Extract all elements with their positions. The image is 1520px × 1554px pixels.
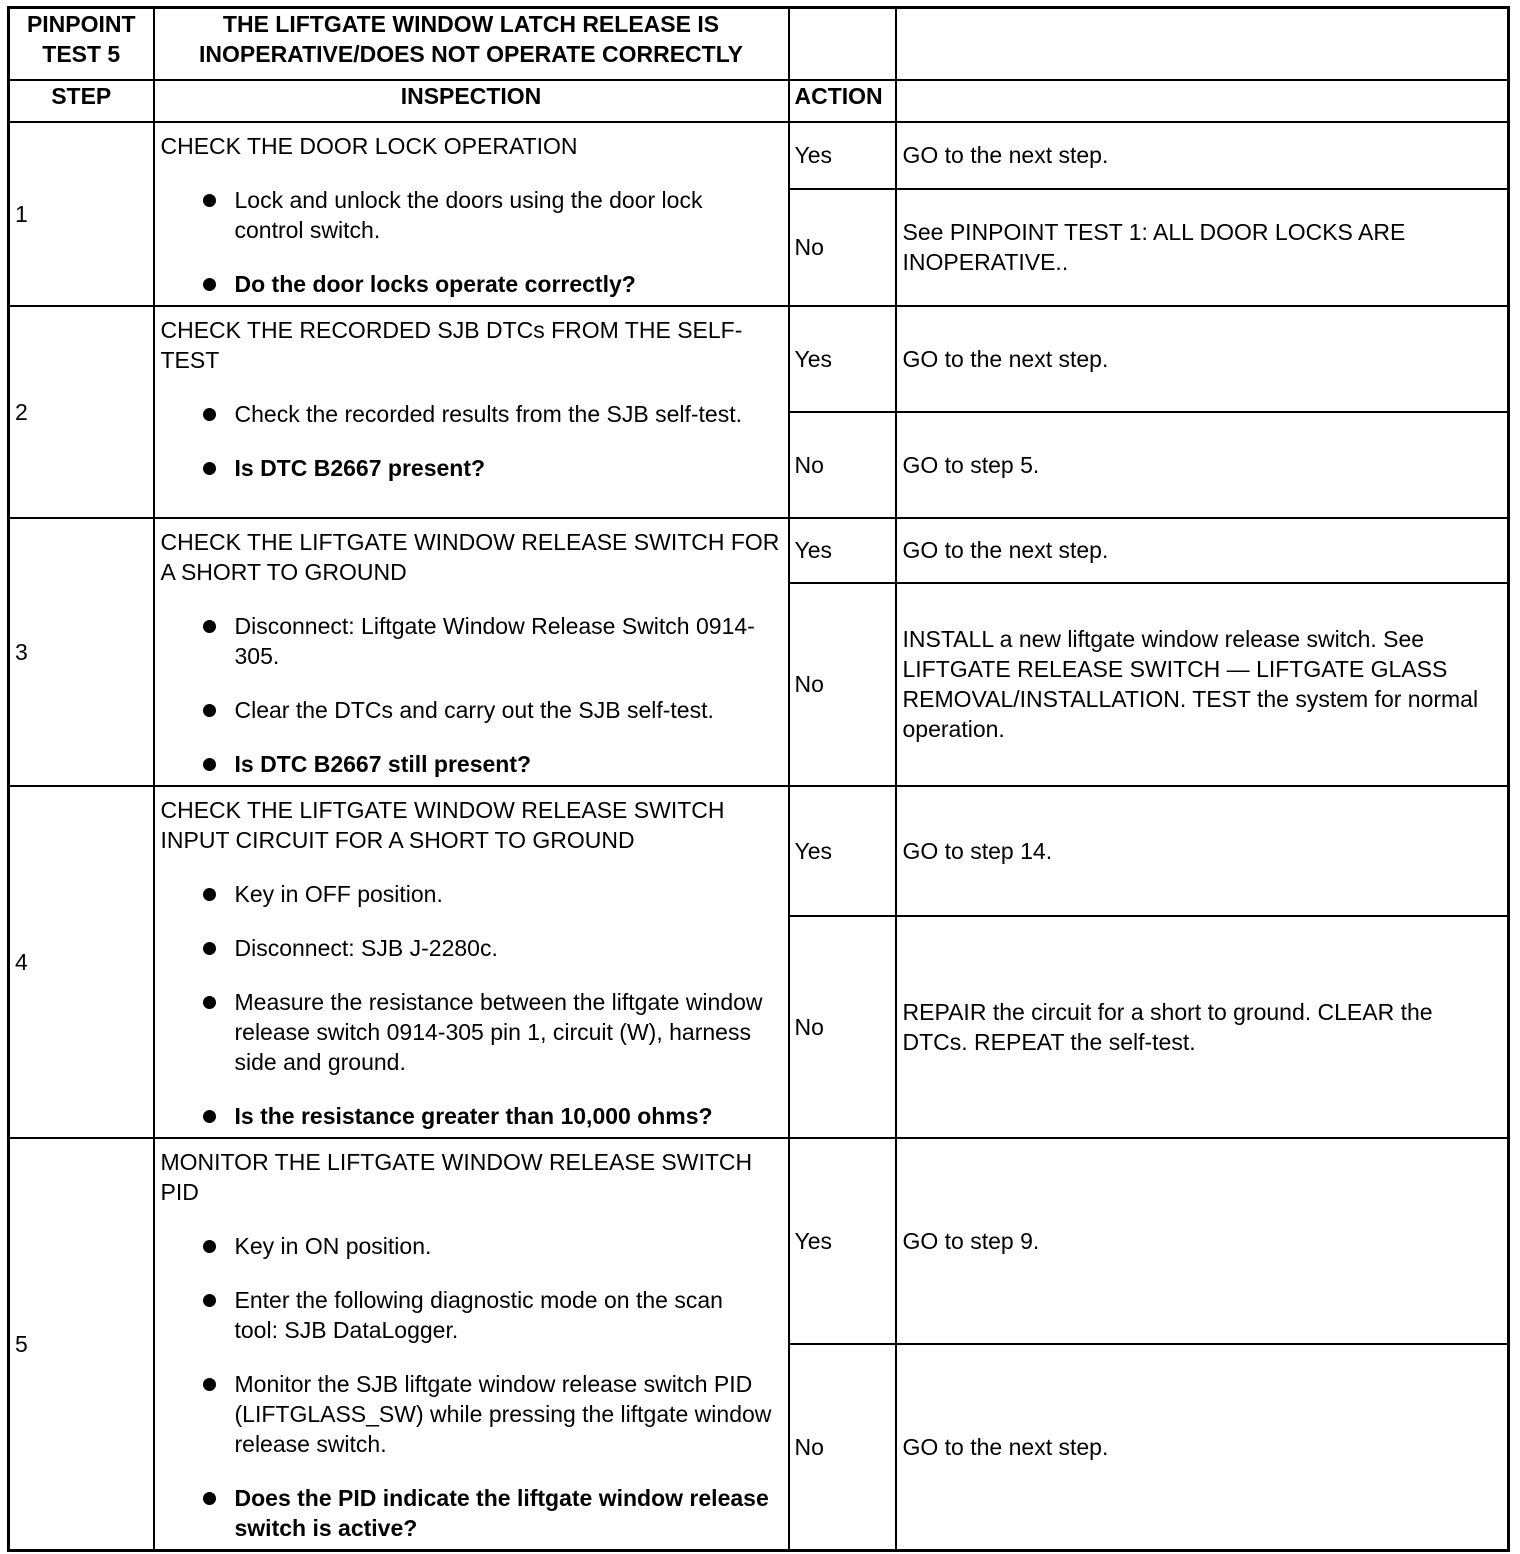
step-number: 4 xyxy=(9,786,154,1138)
bullet-item: Disconnect: SJB J-2280c. xyxy=(161,933,782,963)
step-1-yes-row xyxy=(9,122,1509,190)
bullet-item: Key in ON position. xyxy=(161,1231,782,1261)
bullet-item: Check the recorded results from the SJB self-test. xyxy=(161,399,782,429)
no-label: No xyxy=(789,583,896,786)
no-result: INSTALL a new liftgate window release switch. See LIFTGATE RELEASE SWITCH — LIFTGATE GLASS REMOVAL/INSTALLATION. TEST the system for normal operation. xyxy=(896,583,1509,786)
no-result: GO to the next step. xyxy=(896,1344,1509,1550)
step-title: CHECK THE RECORDED SJB DTCs FROM THE SELF-TEST xyxy=(160,316,743,373)
no-label: No xyxy=(789,189,896,305)
bullet-item: Monitor the SJB liftgate window release switch PID (LIFTGLASS_SW) while pressing the liftgate window release switch. xyxy=(161,1369,782,1459)
yes-label: Yes xyxy=(789,306,896,412)
bullet-icon xyxy=(203,1110,216,1123)
step-5-yes-row xyxy=(9,1138,1509,1344)
yes-label: Yes xyxy=(789,786,896,916)
bullet-icon xyxy=(203,1240,216,1253)
step-2-yes-row xyxy=(9,306,1509,412)
yes-result: GO to the next step. xyxy=(896,122,1509,190)
bullet-icon xyxy=(203,1294,216,1307)
bullet-icon xyxy=(203,942,216,955)
test-title: THE LIFTGATE WINDOW LATCH RELEASE IS INOPERATIVE/DOES NOT OPERATE CORRECTLY xyxy=(154,8,789,80)
column-header-row xyxy=(9,80,1509,122)
bullet-icon xyxy=(203,462,216,475)
col-inspection-header: INSPECTION xyxy=(154,80,789,122)
bullet-item: Enter the following diagnostic mode on the scan tool: SJB DataLogger. xyxy=(161,1285,782,1345)
yes-result: GO to the next step. xyxy=(896,518,1509,583)
bullet-item: Lock and unlock the doors using the door lock control switch. xyxy=(161,185,782,245)
bullet-icon xyxy=(203,704,216,717)
step-title: MONITOR THE LIFTGATE WINDOW RELEASE SWITCH PID xyxy=(160,1148,753,1205)
no-result: REPAIR the circuit for a short to ground. CLEAR the DTCs. REPEAT the self-test. xyxy=(896,916,1509,1138)
bullet-icon xyxy=(203,1378,216,1391)
step-title: CHECK THE DOOR LOCK OPERATION xyxy=(160,132,578,159)
yes-result: GO to the next step. xyxy=(896,306,1509,412)
bullet-item: Clear the DTCs and carry out the SJB self-test. xyxy=(161,695,782,725)
yes-result: GO to step 14. xyxy=(896,786,1509,916)
step-3-yes-row xyxy=(9,518,1509,583)
bullet-icon xyxy=(203,194,216,207)
step-title: CHECK THE LIFTGATE WINDOW RELEASE SWITCH INPUT CIRCUIT FOR A SHORT TO GROUND xyxy=(160,796,725,853)
step-inspection xyxy=(154,518,789,786)
step-number: 5 xyxy=(9,1138,154,1551)
yes-label: Yes xyxy=(789,1138,896,1344)
bullet-icon xyxy=(203,278,216,291)
step-title: CHECK THE LIFTGATE WINDOW RELEASE SWITCH FOR A SHORT TO GROUND xyxy=(160,528,780,585)
yes-label: Yes xyxy=(789,518,896,583)
no-label: No xyxy=(789,916,896,1138)
step-inspection xyxy=(154,786,789,1138)
step-inspection xyxy=(154,122,789,306)
step-4-yes-row xyxy=(9,786,1509,916)
bullet-question: Is the resistance greater than 10,000 ohms? xyxy=(161,1101,782,1131)
bullet-icon xyxy=(203,996,216,1009)
step-number: 2 xyxy=(9,306,154,518)
no-label: No xyxy=(789,1344,896,1550)
bullet-icon xyxy=(203,408,216,421)
no-result: GO to step 5. xyxy=(896,412,1509,518)
bullet-item: Disconnect: Liftgate Window Release Switch 0914-305. xyxy=(161,611,782,671)
bullet-icon xyxy=(203,888,216,901)
step-number: 3 xyxy=(9,518,154,786)
col-step-header: STEP xyxy=(9,80,154,122)
bullet-question: Is DTC B2667 still present? xyxy=(161,749,782,779)
pinpoint-test-table xyxy=(7,6,1510,1552)
bullet-question: Do the door locks operate correctly? xyxy=(161,269,782,299)
yes-result: GO to step 9. xyxy=(896,1138,1509,1344)
step-inspection xyxy=(154,1138,789,1551)
bullet-icon xyxy=(203,758,216,771)
yes-label: Yes xyxy=(789,122,896,190)
bullet-icon xyxy=(203,1492,216,1505)
step-number: 1 xyxy=(9,122,154,306)
bullet-item: Key in OFF position. xyxy=(161,879,782,909)
bullet-question: Does the PID indicate the liftgate window release switch is active? xyxy=(161,1483,782,1543)
pinpoint-label: PINPOINT TEST 5 xyxy=(9,8,154,80)
bullet-icon xyxy=(203,620,216,633)
title-row xyxy=(9,8,1509,80)
step-inspection xyxy=(154,306,789,518)
bullet-question: Is DTC B2667 present? xyxy=(161,453,782,483)
col-action-header: ACTION xyxy=(789,80,896,122)
bullet-item: Measure the resistance between the liftgate window release switch 0914-305 pin 1, circuit (W), harness side and ground. xyxy=(161,987,782,1077)
no-label: No xyxy=(789,412,896,518)
no-result: See PINPOINT TEST 1: ALL DOOR LOCKS ARE INOPERATIVE.. xyxy=(896,189,1509,305)
